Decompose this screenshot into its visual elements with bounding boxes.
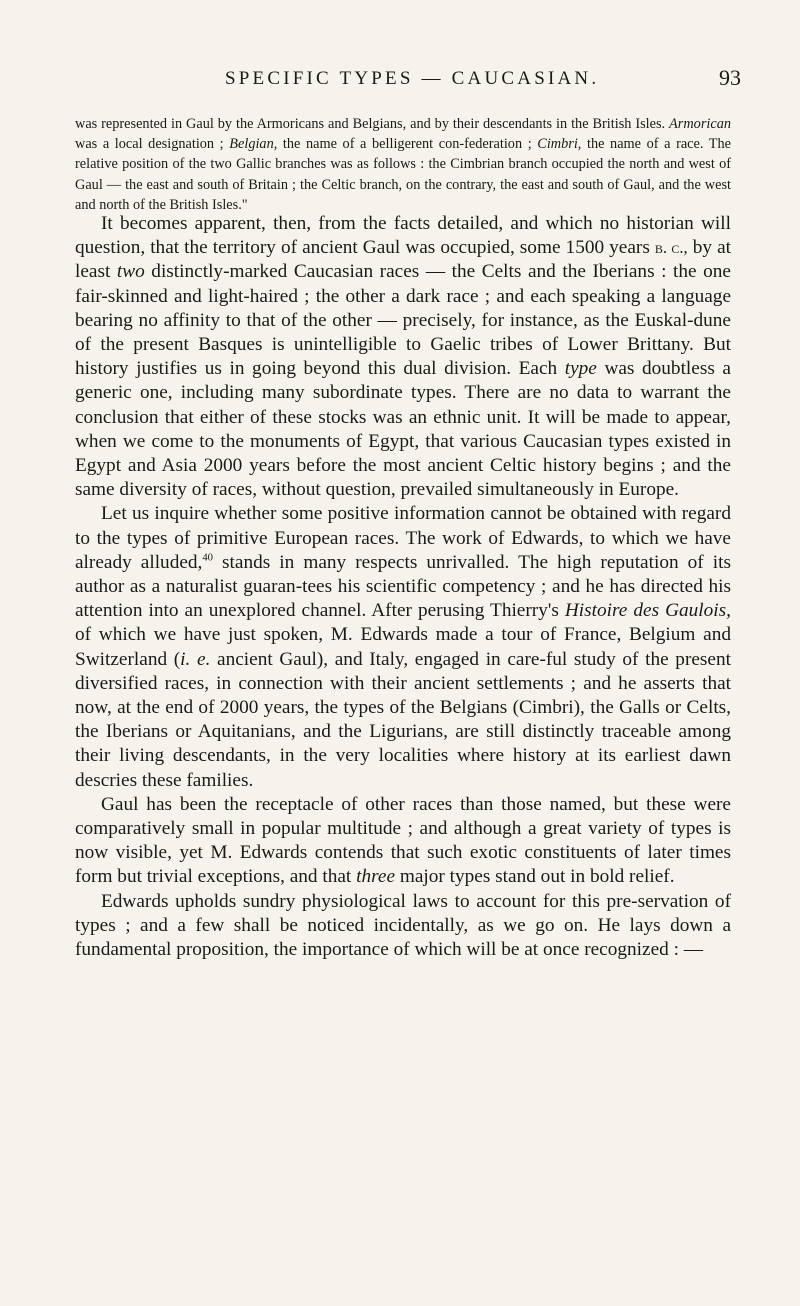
page-header: [0, 65, 800, 98]
body-text: [75, 212, 731, 962]
text-run: was represented in Gaul by the Armoricans and Belgians, and by their descendants in the British Isles.: [75, 116, 670, 132]
text-run: of which we have just spoken, M. Edwards made a tour of France, Belgium and Switzerland (: [75, 624, 731, 670]
running-head: SPECIFIC TYPES — CAUCASIAN.: [225, 68, 600, 89]
page-number: 93: [719, 65, 741, 90]
text-run: distinctly-marked Caucasian races — the Celts and the Iberians : the one fair-skinned and light-haired ; the other a dark race ; and each speaking a language bearing no affinity to that of the other — precisely, for instance, as the Euskal-dune of the present Basques is unintelligible to Gaelic tribes of Lower Brittany. But history justifies us in going beyond this dual division. Each: [75, 261, 731, 380]
footnote-marker: 40: [202, 552, 213, 564]
text-run: the name of a belligerent con-federation ;: [277, 136, 538, 153]
era-abbreviation: b. c.,: [654, 238, 688, 258]
text-run: Edwards upholds sundry physiological laws to account for this pre-servation of types ; and a few shall be noticed incidentally, as we go on. He lays down a fundamental proposition, the importance of which will be at once recognized : —: [75, 890, 731, 961]
text-run: the name of a race. The relative position of the two Gallic branches was as follows : the Cimbrian branch occupied the north and west of Gaul — the east and south of Britain ; the Celtic branch, on the contrary, the east and south of Gaul, and the west and north of the British Isles.": [75, 136, 732, 213]
paragraph-3: [75, 793, 731, 890]
text-run: by at least: [75, 237, 731, 283]
text-run: stands in many respects unrivalled. The high reputation of its author as a naturalist guaran-tees his scientific competency ; and he has directed his attention into an unexplored channel. After perusing Thierry's: [75, 551, 731, 622]
quotation-block: [75, 114, 731, 215]
italic-emphasis: three: [356, 866, 396, 888]
italic-term: Armorican: [669, 116, 731, 132]
text-run: Let us inquire whether some positive information cannot be obtained with regard to the types of primitive European races. The work of Edwards, to which we have already alluded,: [75, 503, 731, 573]
italic-term: Cimbri,: [537, 136, 582, 153]
quotation-paragraph: [75, 114, 731, 215]
italic-term: Belgian,: [229, 136, 278, 153]
text-run: was doubtless a generic one, including many subordinate types. There are no data to warrant the conclusion that either of these stocks was an ethnic unit. It will be made to appear, when we come to the monuments of Egypt, that various Caucasian types existed in Egypt and Asia 2000 years before the most ancient Celtic history begins ; and the same diversity of races, without question, prevailed simultaneously in Europe.: [75, 358, 731, 501]
paragraph-2: [75, 502, 731, 792]
italic-abbreviation: i. e.: [180, 648, 211, 670]
text-run: was a local designation ;: [75, 136, 230, 153]
text-run: It becomes apparent, then, from the facts detailed, and which no historian will question, that the territory of ancient Gaul was occupied, some 1500 years: [75, 213, 731, 259]
paragraph-1: [75, 212, 731, 502]
italic-emphasis: type: [564, 358, 597, 380]
text-run: Gaul has been the receptacle of other races than those named, but these were comparatively small in popular multitude ; and although a great variety of types is now visible, yet M. Edwards contends that such exotic constituents of later times form but trivial exceptions, and that: [75, 793, 731, 888]
text-run: ancient Gaul), and Italy, engaged in care-ful study of the present diversified races, in connection with their ancient settlements ; and he asserts that now, at the end of 2000 years, the types of the Belgians (Cimbri), the Galls or Celts, the Iberians or Aquitanians, and the Ligurians, are still distinctly traceable among their living descendants, in the very localities where history at its earliest dawn descries these families.: [75, 648, 731, 791]
italic-emphasis: two: [116, 261, 145, 283]
paragraph-4: [75, 890, 731, 963]
text-run: major types stand out in bold relief.: [395, 866, 675, 888]
italic-title: Histoire des Gaulois,: [564, 600, 731, 622]
